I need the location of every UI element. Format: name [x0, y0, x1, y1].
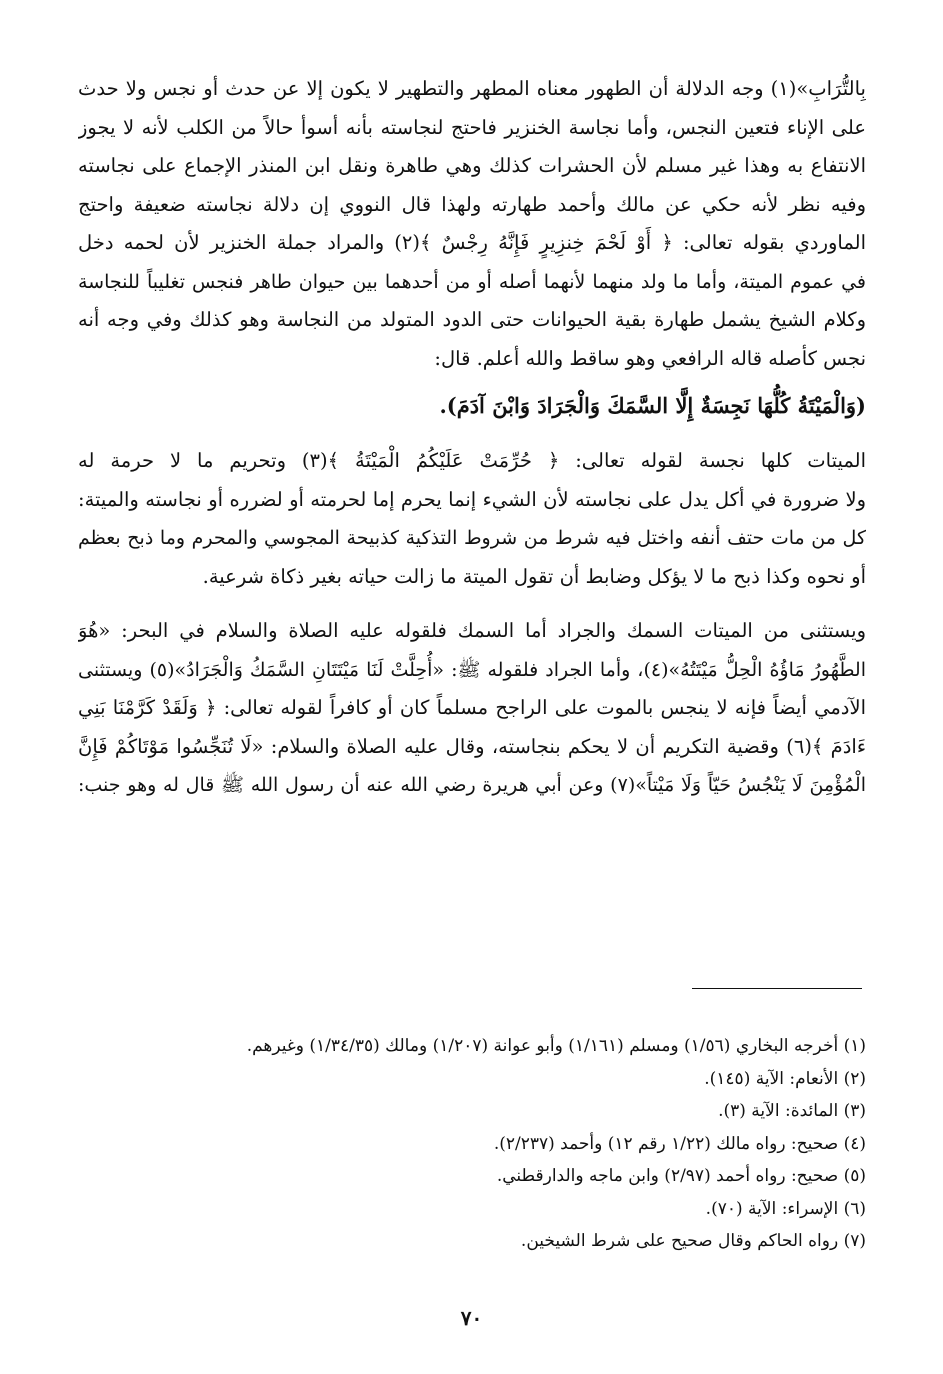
text-line: الانتفاع به وهذا غير مسلم لأن الحشرات كذلك وهي طاهرة ونقل ابن المنذر الإجماع على نجاسته — [78, 154, 866, 177]
page-number: ٧٠ — [460, 1306, 483, 1330]
text-line: على الإناء فتعين النجس، وأما نجاسة الخنزير فاحتج لنجاسته بأنه أسوأ حالاً من الكلب لأنه لا يجوز — [78, 115, 866, 139]
page-body — [78, 70, 866, 805]
footnote: (١) أخرجه البخاري (١/٥٦) ومسلم (١/١٦١) وأبو عوانة (١/٢٠٧) ومالك (١/٣٤/٣٥) وغيرهم. — [246, 1036, 866, 1056]
matn-text: (وَالْمَيْتَةُ كُلُّهَا نَجِسَةٌ إِلَّا السَّمَكَ وَالْجَرَادَ وَابْنَ آدَمَ). — [439, 393, 866, 418]
footnote: (٥) صحيح: رواه أحمد (٢/٩٧) وابن ماجه والدارقطني. — [496, 1166, 866, 1186]
footnote: (٤) صحيح: رواه مالك (١/٢٢ رقم ١٢) وأحمد (٢/٢٣٧). — [493, 1133, 866, 1154]
text-line: الماوردي بقوله تعالى: ﴿ أَوْ لَحْمَ خِنزِيرٍ فَإِنَّهُ رِجْسٌ ﴾(٢) والمراد جملة الخنزير لأن لحمه دخل — [78, 231, 866, 254]
footnote: (٣) المائدة: الآية (٣). — [718, 1101, 866, 1121]
text-line: وكلام الشيخ يشمل طهارة بقية الحيوانات حتى الدود المتولد من النجاسة وهو كذلك وفي وجه أنه — [78, 308, 866, 331]
text-line: ويستثنى من الميتات السمك والجراد أما السمك فلقوله عليه الصلاة والسلام في البحر: «هُوَ — [78, 619, 866, 642]
text-line: أو نحوه وكذا ذبح ما لا يؤكل وضابط أن تقول الميتة ما زالت حياته بغير ذكاة شرعية. — [202, 564, 866, 588]
text-line: كل من مات حتف أنفه واختل فيه شرط من شروط التذكية كذبيحة المجوسي والمحرم وما ذبح بعظم — [78, 527, 866, 549]
text-line: ولا ضرورة في أكل يدل على نجاسته لأن الشيء إنما يحرم إما لحرمته أو لضرره أو نجاسته والميتة: — [78, 487, 866, 511]
paragraph-2 — [78, 442, 866, 596]
text-line: الْمُؤْمِنَ لَا يَنْجُسُ حَيّاً وَلَا مَيْتاً»(٧) وعن أبي هريرة رضي الله عنه أن رسول الله ﷺ قال له وهو جنب: — [78, 774, 866, 796]
text-line: بِالتُّرَابِ»(١) وجه الدلالة أن الطهور معناه المطهر والتطهير لا يكون إلا عن حدث أو نجس ولا حدث — [78, 77, 866, 100]
text-line: الميتات كلها نجسة لقوله تعالى: ﴿ حُرِّمَتْ عَلَيْكُمُ الْمَيْتَةُ ﴾(٣) وتحريم ما لا حرمة له — [78, 449, 866, 472]
footnote-separator — [692, 988, 862, 989]
text-line: نجس كأصله قاله الرافعي وهو ساقط والله أعلم. قال: — [434, 346, 866, 370]
text-line: ءَادَمَ ﴾(٦) وقضية التكريم أن لا يحكم بنجاسته، وقال عليه الصلاة والسلام: «لَا تُنَجِّسُوا مَوْتَاكُمْ فَإِنَّ — [78, 734, 866, 758]
footnote: (٧) رواه الحاكم وقال صحيح على شرط الشيخين. — [520, 1231, 866, 1251]
footnote: (٢) الأنعام: الآية (١٤٥). — [704, 1068, 866, 1089]
paragraph-3 — [78, 612, 866, 805]
footnotes — [78, 1030, 866, 1258]
footnote: (٦) الإسراء: الآية (٧٠). — [705, 1198, 866, 1219]
text-line: الطَّهُورُ مَاؤُهُ الْحِلُّ مَيْتَتُهُ»(٤)، وأما الجراد فلقوله ﷺ: «أُحِلَّتْ لَنَا مَيْتَتَانِ السَّمَكُ وَالْجَرَادُ»(٥) ويستثنى — [78, 658, 866, 681]
text-line: الآدمي أيضاً فإنه لا ينجس بالموت على الراجح مسلماً كان أو كافراً لقوله تعالى: ﴿ وَلَقَدْ كَرَّمْنَا بَنِي — [78, 696, 866, 719]
text-line: في عموم الميتة، وأما ما ولد منهما لأنهما أصله أو من أحدهما بين حيوان طاهر فنجس تغليباً للنجاسة — [78, 270, 866, 293]
paragraph-1 — [78, 70, 866, 378]
text-line: وفيه نظر لأنه حكي عن مالك وأحمد طهارته ولهذا قال النووي إن دلالة نجاسته ضعيفة واحتج — [78, 192, 866, 216]
